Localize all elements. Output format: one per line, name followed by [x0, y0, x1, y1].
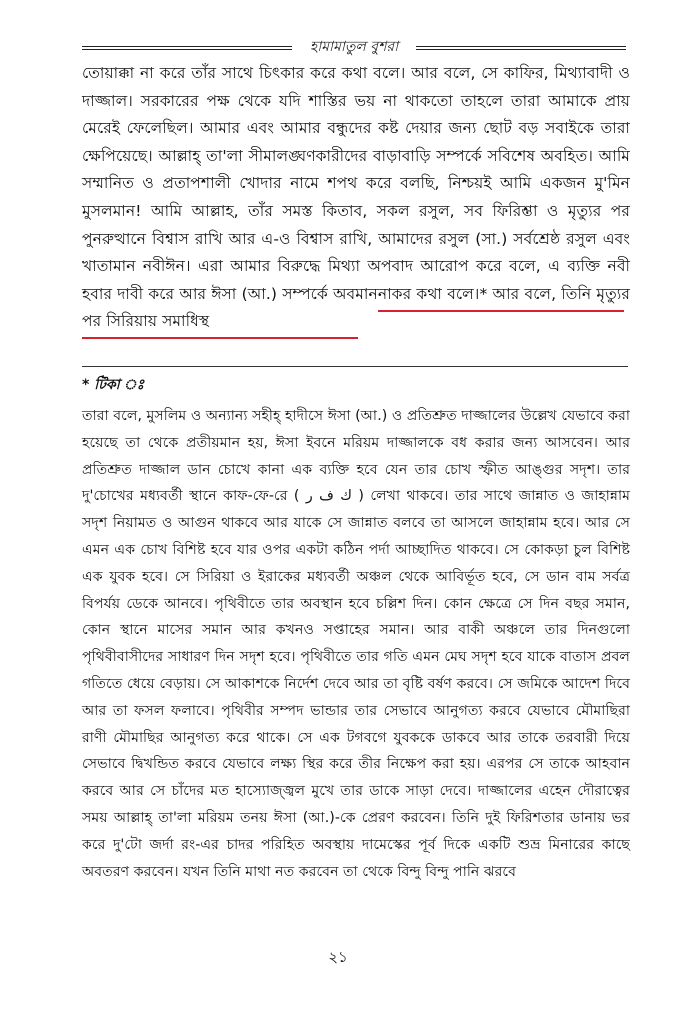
header-rule-right	[416, 46, 626, 50]
footnote-text-block	[82, 403, 630, 885]
main-paragraph: তোয়াক্কা না করে তাঁর সাথে চিৎকার করে কথা বলে। আর বলে, সে কাফির, মিথ্যাবাদী ও দাজ্জাল। সরকারের পক্ষ থেকে যদি শাস্তির ভয় না থাকতো তাহলে তারা আমাকে প্রায় মেরেই ফেলেছিল। আমার এবং আমার বন্ধুদের কষ্ট দেয়ার জন্য ছোট বড় সবাইকে তারা ক্ষেপিয়েছে। আল্লাহ্ তা'লা সীমালঙ্ঘণকারীদের বাড়াবাড়ি সম্পর্কে সবিশেষ অবহিত। আমি সম্মানিত ও প্রতাপশালী খোদার নামে শপথ করে বলছি, নিশ্চয়ই আমি একজন মু'মিন মুসলমান! আমি আল্লাহ, তাঁর সমস্ত কিতাব, সকল রসুল, সব ফিরিশ্তা ও মৃত্যুর পর পুনরুত্থানে বিশ্বাস রাখি আর এ-ও বিশ্বাস রাখি, আমাদের রসুল (সা.) সর্বশ্রেষ্ঠ রসুল এবং খাতামান নবীঈন। এরা আমার বিরুদ্ধে মিথ্যা অপবাদ আরোপ করে বলে, এ ব্যক্তি নবী হবার দাবী করে আর ঈসা (আ.) সম্পর্কে অবমাননাকর কথা বলে।* আর বলে, তিনি মৃত্যুর পর সিরিয়ায় সমাধিস্থ	[82, 64, 630, 331]
page-number: ২১	[328, 948, 348, 966]
main-text-block	[82, 60, 630, 336]
header-rule-left	[82, 46, 292, 50]
header-title: হামামাতুল বুশরা	[309, 39, 399, 55]
footnote-divider	[82, 366, 628, 367]
footnote-label: * টিকা ঃ	[82, 377, 145, 393]
footnote-paragraph: তারা বলে, মুসলিম ও অন্যান্য সহীহ্ হাদীসে ঈসা (আ.) ও প্রতিশ্রুত দাজ্জালের উল্লেখ যেভাবে করা হয়েছে তা থেকে প্রতীয়মান হয়, ঈসা ইবনে মরিয়ম দাজ্জালকে বধ করার জন্য আসবেন। আর প্রতিশ্রুত দাজ্জাল ডান চোখে কানা এক ব্যক্তি হবে যেন তার চোখ স্ফীত আঙ্গুর সদৃশ। তার দু'চোখের মধ্যবর্তী স্থানে কাফ-ফে-রে ( ك ف ر ) লেখা থাকবে। তার সাথে জান্নাত ও জাহান্নাম সদৃশ নিয়ামত ও আগুন থাকবে আর যাকে সে জান্নাত বলবে তা আসলে জাহান্নাম হবে। আর সে এমন এক চোখ বিশিষ্ট হবে যার ওপর একটা কঠিন পর্দা আচ্ছাদিত থাকবে। সে কোকড়া চুল বিশিষ্ট এক যুবক হবে। সে সিরিয়া ও ইরাকের মধ্যবর্তী অঞ্চল থেকে আবির্ভূত হবে, সে ডান বাম সর্বত্র বিপর্যয় ডেকে আনবে। পৃথিবীতে তার অবস্থান হবে চল্লিশ দিন। কোন ক্ষেত্রে সে দিন বছর সমান, কোন স্থানে মাসের সমান আর কখনও সপ্তাহের সমান। আর বাকী অঞ্চলে তার দিনগুলো পৃথিবীবাসীদের সাধারণ দিন সদৃশ হবে। পৃথিবীতে তার গতি এমন মেঘ সদৃশ হবে যাকে বাতাস প্রবল গতিতে ধেয়ে বেড়ায়। সে আকাশকে নির্দেশ দেবে আর তা বৃষ্টি বর্ষণ করবে। সে জমিকে আদেশ দিবে আর তা ফসল ফলাবে। পৃথিবীর সম্পদ ভান্ডার তার সেভাবে আনুগত্য করবে যেভাবে মৌমাছিরা রাণী মৌমাছির আনুগত্য করে থাকে। সে এক টগবগে যুবককে ডাকবে আর তাকে তরবারী দিয়ে সেভাবে দ্বিখন্ডিত করবে যেভাবে লক্ষ্য স্থির করে তীর নিক্ষেপ করা হয়। এরপর সে তাকে আহবান করবে আর সে চাঁদের মত হাস্যোজ্জ্বল মুখে তার ডাকে সাড়া দেবে। দাজ্জালের এহেন দৌরাত্বের সময় আল্লাহ্ তা'লা মরিয়ম তনয় ঈসা (আ.)-কে প্রেরণ করবেন। তিনি দুই ফিরিশতার ডানায় ভর করে দু'টো জর্দা রং-এর চাদর পরিহিত অবস্থায় দামেস্কের পূর্ব দিকে একটি শুভ্র মিনারের কাছে অবতরণ করবেন। যখন তিনি মাথা নত করবেন তা থেকে বিন্দু বিন্দু পানি ঝরবে	[82, 408, 630, 880]
running-header	[82, 38, 626, 54]
highlight-underline-1	[378, 310, 624, 312]
highlight-underline-2	[82, 337, 358, 339]
